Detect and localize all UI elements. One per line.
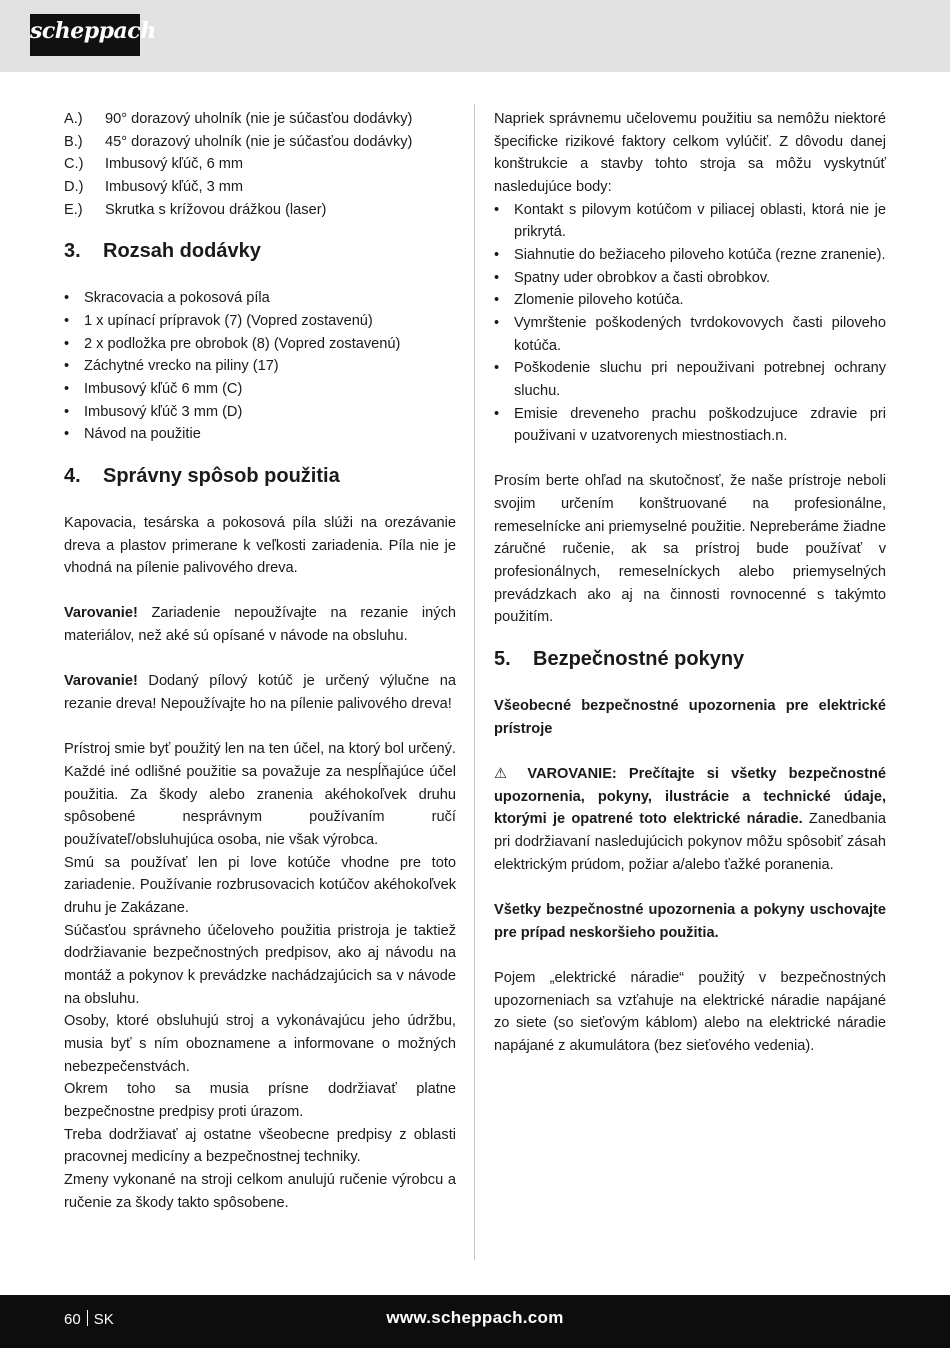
warning-bold-text: VAROVANIE: Prečítajte si všetky bezpečnostné upozornenia, pokyny, ilustrácie a technické údaje, ktorými je opatrené toto elektrické náradie. — [494, 766, 886, 828]
page-footer — [0, 1295, 950, 1348]
part-label: C.) — [64, 156, 84, 173]
section-number: 5. — [494, 648, 511, 671]
page-header — [0, 0, 950, 72]
keep-instructions — [494, 899, 886, 944]
warning-paragraph — [64, 602, 456, 647]
list-item: • Poškodenie sluchu pri nepouživani potrebnej ochrany sluchu. — [494, 357, 886, 402]
warning-label: Varovanie! — [64, 605, 138, 622]
section-number: 4. — [64, 464, 81, 487]
paragraph: Prístroj smie byť použitý len na ten účel, na ktorý bol určený. Každé iné odlišné použitie sa považuje za nespĺňajúce účel použitia. Za škody alebo zranenia akéhokoľvek druhu spôsobené nesprávnym používaním ručí používateľ/obsluhujúca osoba, nie však výrobca. — [64, 741, 456, 849]
risk-list — [494, 199, 886, 448]
list-item: • Spatny uder obrobkov a časti obrobkov. — [494, 267, 886, 290]
left-column — [64, 108, 456, 1214]
list-item: • Emisie dreveneho prachu poškodzujuce zdravie pri použivani v uzatvorenych miestnostiach.n. — [494, 403, 886, 448]
warning-text: Dodaný pílový kotúč je určený výlučne na rezanie dreva! Nepoužívajte ho na pílenie palivového dreva! — [64, 673, 456, 713]
list-item: • 1 x upínací prípravok (7) (Vopred zostavenú) — [64, 310, 456, 333]
part-label: D.) — [64, 178, 84, 195]
parts-row-c — [64, 153, 456, 176]
subheading — [494, 695, 886, 740]
section-title: Rozsah dodávky — [103, 240, 261, 263]
paragraph: Smú sa používať len pi love kotúče vhodne pre toto zariadenie. Používanie rozbrusovacich kotúčov akéhokoľvek druhu je Zakázane. — [64, 854, 456, 916]
list-item: • Návod na použitie — [64, 423, 456, 446]
section-number: 3. — [64, 240, 81, 263]
list-item: • Vymrštenie poškodených tvrdokovovych časti piloveho kotúča. — [494, 312, 886, 357]
paragraph: Napriek správnemu učelovemu použitiu sa nemôžu niektoré špecificke rizikové faktory celkom vylúčiť. Z dôvodu danej konštrukcie a stavby tohto stroja sa môžu vyskytnúť nasledujúce body: — [494, 111, 886, 195]
warning-label: Varovanie! — [64, 673, 138, 690]
warning-text: Zariadenie nepoužívajte na rezanie iných materiálov, než aké sú opísané v návode na obsluhu. — [64, 605, 456, 645]
section-3-heading — [64, 237, 456, 265]
subheading-text: Všeobecné bezpečnostné upozornenia pre elektrické prístroje — [494, 698, 886, 737]
section-5-heading — [494, 645, 886, 673]
part-text: Imbusový kľúč, 3 mm — [105, 178, 244, 195]
section-title: Bezpečnostné pokyny — [533, 648, 745, 671]
part-label: A.) — [64, 111, 83, 127]
part-label: E.) — [64, 201, 83, 218]
warning-paragraph — [494, 763, 886, 876]
scheppach-logo — [30, 14, 156, 56]
parts-row-a — [64, 108, 456, 131]
parts-row-e — [64, 199, 456, 222]
logo-text: scheppach — [30, 18, 156, 44]
parts-row-d — [64, 176, 456, 199]
part-text: 45° dorazový uholník (nie je súčasťou dodávky) — [105, 133, 413, 150]
part-label: B.) — [64, 133, 83, 150]
paragraph: Osoby, ktoré obsluhujú stroj a vykonávajúcu jeho údržbu, musia byť s ním oboznamene a informovane o možných nebezpečenstvách. — [64, 1013, 456, 1075]
column-divider — [474, 104, 475, 1260]
paragraph: Súčasťou správneho účeloveho použitia pristroja je taktiež dodržiavanie bezpečnostných predpisov, ako aj návodu na montáž a pokynov k prevádzke nachádzajúcich sa v návode na obsluhu. — [64, 922, 456, 1007]
list-item: • 2 x podložka pre obrobok (8) (Vopred zostavenú) — [64, 333, 456, 356]
paragraph: Okrem toho sa musia prísne dodržiavať platne bezpečnostne predpisy proti úrazom. — [64, 1081, 456, 1120]
list-item: • Siahnutie do bežiaceho piloveho kotúča (rezne zranenie). — [494, 244, 886, 267]
list-item: • Imbusový kľúč 3 mm (D) — [64, 401, 456, 424]
language-code: SK — [93, 1311, 114, 1328]
list-item: • Záchytné vrecko na piliny (17) — [64, 355, 456, 378]
section-4-heading — [64, 462, 456, 490]
keep-text: Všetky bezpečnostné upozornenia a pokyny uschovajte pre prípad neskoršieho použitia. — [494, 901, 886, 941]
right-column — [494, 108, 886, 1058]
page-number: 60 — [64, 1311, 81, 1328]
list-item: • Zlomenie piloveho kotúča. — [494, 289, 886, 312]
part-text: Imbusový kľúč, 6 mm — [105, 156, 244, 173]
paragraph: Kapovacia, tesárska a pokosová píla slúži na orezávanie dreva a plastov primerane k veľkosti zariadenia. Píla nie je vhodná na pílenie palivového dreva. — [64, 514, 456, 577]
part-text: Skrutka s krížovou drážkou (laser) — [105, 201, 327, 218]
paragraph: Prosím berte ohľad na skutočnosť, že naše prístroje neboli svojim určením konštruované na profesionálne, remeselnícke ani priemyselné použitie. Nepreberáme žiadne záručné ručenie, ak sa prístroj bude používať v profesionálnych, remeselníckych alebo priemyselných prevádzkach ako aj na činnosti rovnocenné s takýmto použitím. — [494, 473, 886, 626]
warning-triangle-icon: ⚠ — [494, 766, 516, 783]
parts-row-b — [64, 131, 456, 154]
paragraph: Pojem „elektrické náradie“ použitý v bezpečnostných upozorneniach sa vzťahuje na elektrické náradie napájané zo siete (so sieťovým káblom) alebo na elektrické náradie napájané z akumulátora (bez sieťového vedenia). — [494, 969, 886, 1054]
part-text: 90° dorazový uholník (nie je súčasťou dodávky) — [105, 111, 413, 127]
warning-text: Zanedbania pri dodržiavaní nasledujúcich pokynov môžu spôsobiť zásah elektrickým prúdom, požiar a/alebo ťažké poranenia. — [494, 811, 887, 873]
paragraph: Treba dodržiavať aj ostatne všeobecne predpisy z oblasti pracovnej medicíny a bezpečnostnej techniky. — [64, 1126, 456, 1166]
section-title: Správny spôsob použitia — [103, 464, 340, 487]
delivery-list — [64, 287, 456, 446]
warning-paragraph — [64, 670, 456, 715]
paragraph: Zmeny vykonané na stroji celkom anulujú ručenie výrobcu a ručenie za škody takto spôsobene. — [64, 1171, 456, 1211]
website-url: www.scheppach.com — [386, 1308, 564, 1327]
list-item: • Kontakt s pilovym kotúčom v piliacej oblasti, ktorá nie je prikrytá. — [494, 199, 886, 244]
list-item: • Imbusový kľúč 6 mm (C) — [64, 378, 456, 401]
list-item: • Skracovacia a pokosová píla — [64, 287, 456, 310]
